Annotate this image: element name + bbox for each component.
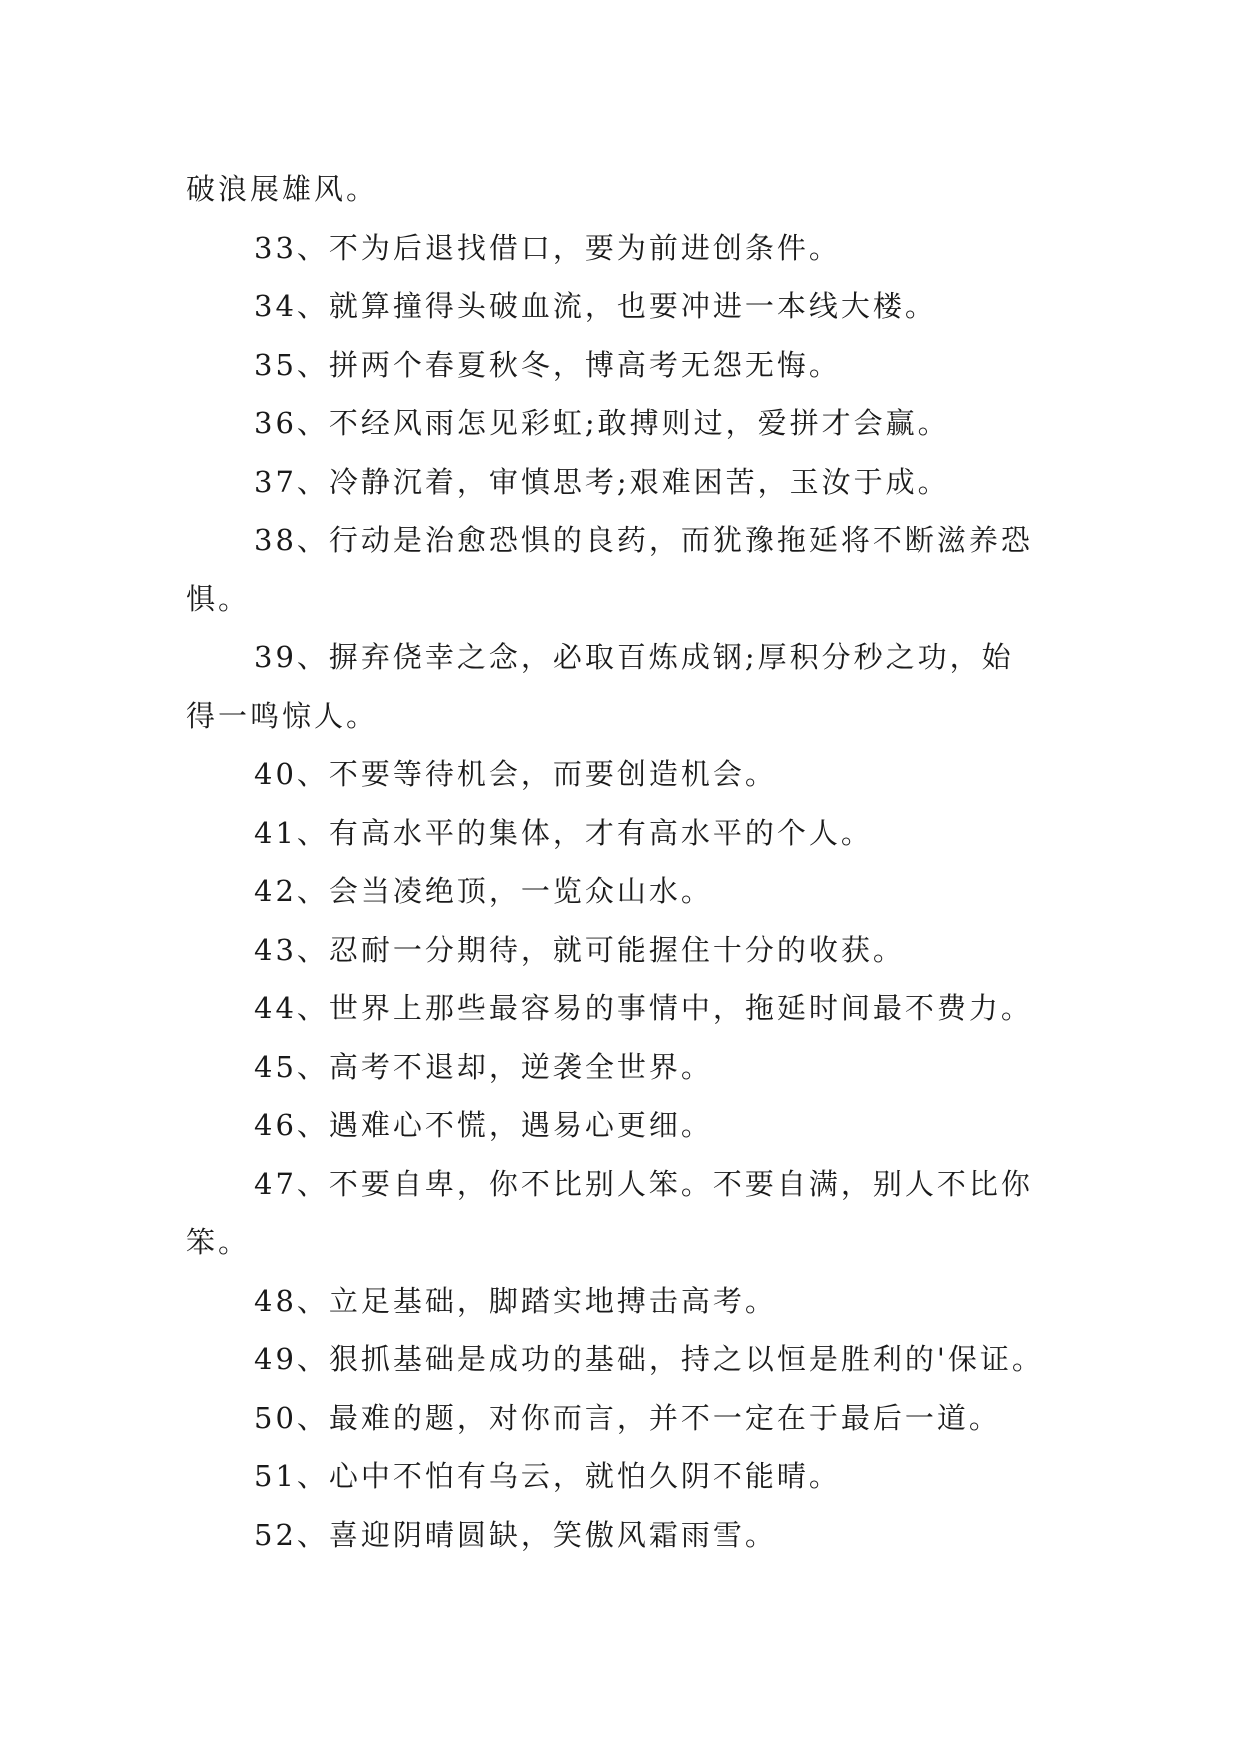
text-line: 46、遇难心不慌，遇易心更细。 [254, 1108, 713, 1142]
text-line: 47、不要自卑，你不比别人笨。不要自满，别人不比你 [254, 1166, 1033, 1201]
text-line: 44、世界上那些最容易的事情中，拖延时间最不费力。 [254, 991, 1033, 1025]
text-line: 破浪展雄风。 [186, 172, 379, 206]
text-line: 38、行动是治愈恐惧的良药，而犹豫拖延将不断滋养恐 [254, 523, 1033, 557]
document-body [186, 160, 1056, 1564]
text-line: 得一鸣惊人。 [186, 698, 379, 733]
text-line: 51、心中不怕有乌云，就怕久阴不能晴。 [254, 1459, 841, 1493]
text-line: 41、有高水平的集体，才有高水平的个人。 [254, 815, 873, 850]
text-line: 48、立足基础，脚踏实地搏击高考。 [254, 1283, 777, 1318]
text-line: 43、忍耐一分期待，就可能握住十分的收获。 [254, 932, 905, 967]
text-line: 50、最难的题，对你而言，并不一定在于最后一道。 [254, 1400, 1001, 1435]
text-line: 40、不要等待机会，而要创造机会。 [254, 757, 777, 791]
text-line: 52、喜迎阴晴圆缺，笑傲风霜雨雪。 [254, 1517, 777, 1552]
text-line: 惧。 [186, 581, 251, 616]
text-line: 35、拼两个春夏秋冬，博高考无怨无悔。 [254, 347, 841, 382]
text-line: 37、冷静沉着，审慎思考;艰难困苦，玉汝于成。 [254, 464, 950, 499]
text-line: 笨。 [186, 1225, 251, 1259]
text-line: 34、就算撞得头破血流，也要冲进一本线大楼。 [254, 289, 937, 323]
text-line: 39、摒弃侥幸之念，必取百炼成钢;厚积分秒之功，始 [254, 640, 1014, 674]
text-line: 33、不为后退找借口，要为前进创条件。 [254, 230, 841, 265]
text-line: 49、狠抓基础是成功的基础，持之以恒是胜利的'保证。 [254, 1342, 1044, 1376]
text-line: 42、会当凌绝顶，一览众山水。 [254, 874, 713, 908]
text-line: 45、高考不退却，逆袭全世界。 [254, 1049, 713, 1084]
text-line: 36、不经风雨怎见彩虹;敢搏则过，爱拼才会赢。 [254, 406, 950, 440]
